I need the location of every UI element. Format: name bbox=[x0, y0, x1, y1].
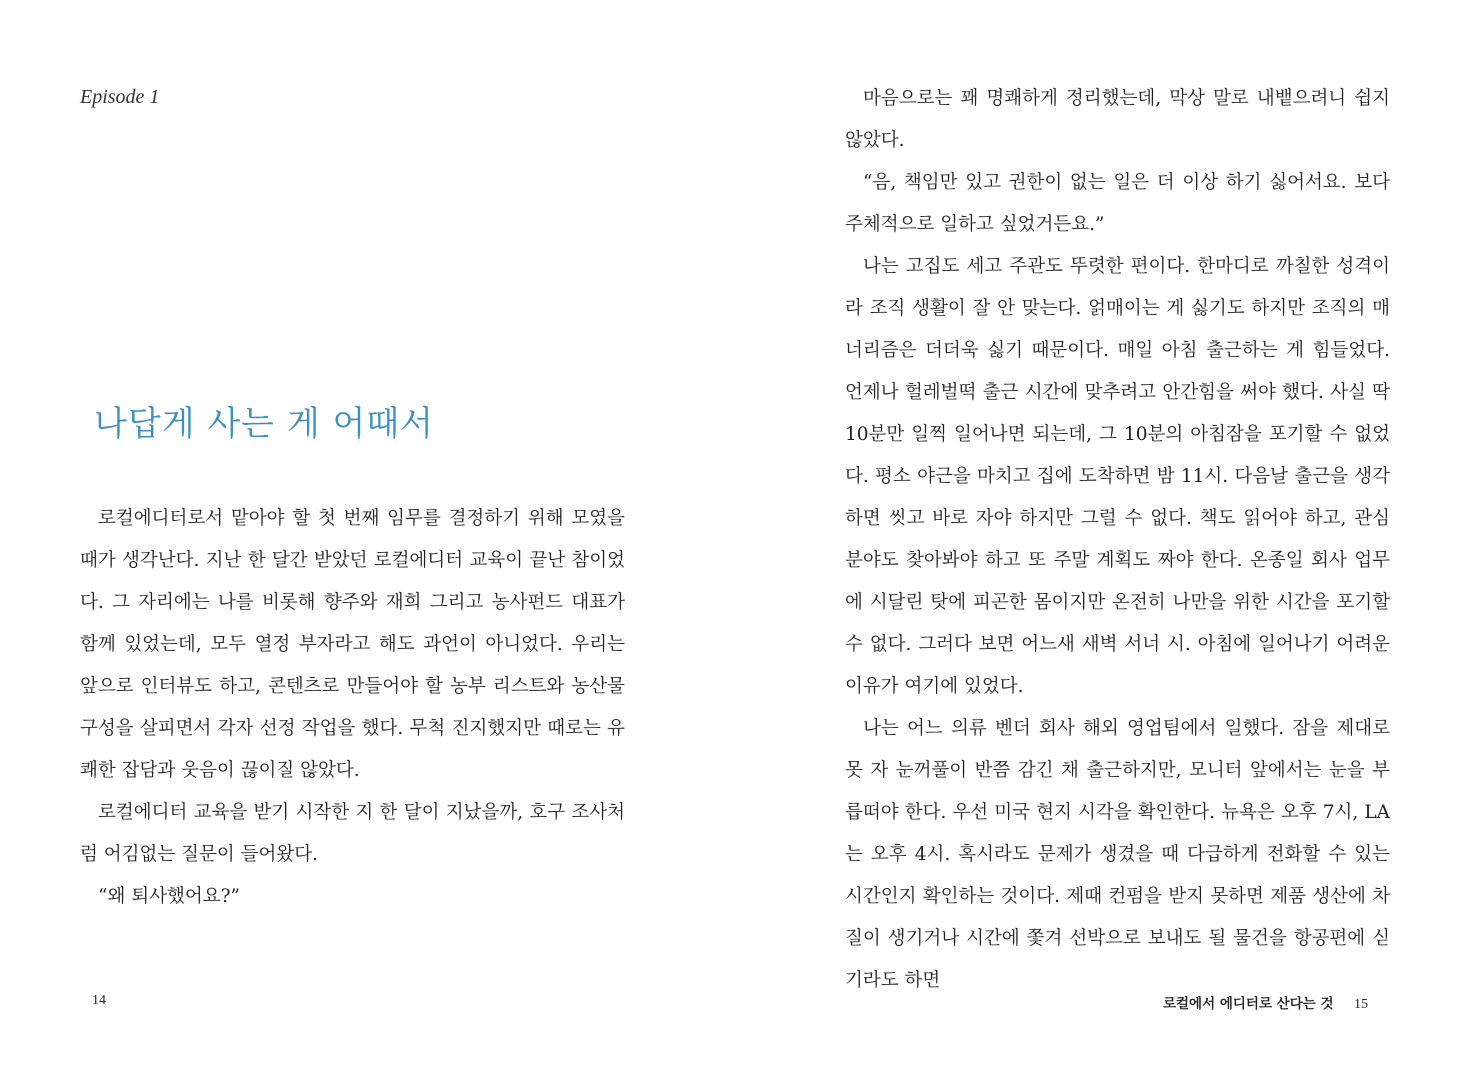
paragraph: “왜 퇴사했어요?” bbox=[98, 886, 240, 907]
paragraph: 로컬에디터로서 맡아야 할 첫 번째 임무를 결정하기 위해 모였을 때가 생각난다. 지난 한 달간 받았던 로컬에디터 교육이 끝난 참이었다. 그 자리에는 나를 비롯해 향주와 재희 그리고 농사펀드 대표가 함께 있었는데, 모두 열정 부자라고 해도 과언이 아니었다. 우리는 앞으로 인터뷰도 하고, 콘텐츠로 만들어야 할 농부 리스트와 농산물 구성을 살피면서 각자 선정 작업을 했다. 무척 진지했지만 때로는 유쾌한 잡담과 웃음이 끊이질 않았다. bbox=[80, 508, 625, 781]
paragraph: 마음으로는 꽤 명쾌하게 정리했는데, 막상 말로 내뱉으려니 쉽지 않았다. bbox=[845, 88, 1390, 151]
right-body-text bbox=[845, 78, 1390, 1002]
right-page bbox=[733, 0, 1466, 1071]
paragraph: 나는 어느 의류 벤더 회사 해외 영업팀에서 일했다. 잠을 제대로 못 자 눈꺼풀이 반쯤 감긴 채 출근하지만, 모니터 앞에서는 눈을 부릅떠야 한다. 우선 미국 현지 시각을 확인한다. 뉴욕은 오후 7시, LA는 오후 4시. 혹시라도 문제가 생겼을 때 다급하게 전화할 수 있는 시간인지 확인하는 것이다. 제때 컨펌을 받지 못하면 제품 생산에 차질이 생기거나 시간에 쫓겨 선박으로 보내도 될 물건을 항공편에 싣기라도 하면 bbox=[845, 718, 1391, 991]
paragraph: 나는 고집도 세고 주관도 뚜렷한 편이다. 한마디로 까칠한 성격이라 조직 생활이 잘 안 맞는다. 얽매이는 게 싫기도 하지만 조직의 매너리즘은 더더욱 싫기 때문이다. 매일 아침 출근하는 게 힘들었다. 언제나 헐레벌떡 출근 시간에 맞추려고 안간힘을 써야 했다. 사실 딱 10분만 일찍 일어나면 되는데, 그 10분의 아침잠을 포기할 수 없었다. 평소 야근을 마치고 집에 도착하면 밤 11시. 다음날 출근을 생각하면 씻고 바로 자야 하지만 그럴 수 없다. 책도 읽어야 하고, 관심 분야도 찾아봐야 하고 또 주말 계획도 짜야 한다. 온종일 회사 업무에 시달린 탓에 피곤한 몸이지만 온전히 나만을 위한 시간을 포기할 수 없다. 그러다 보면 어느새 새벽 서너 시. 아침에 일어나기 어려운 이유가 여기에 있었다. bbox=[845, 256, 1390, 697]
episode-label: Episode 1 bbox=[80, 86, 160, 108]
left-body-text bbox=[80, 498, 625, 918]
right-folio bbox=[1163, 992, 1368, 1013]
paragraph: 로컬에디터 교육을 받기 시작한 지 한 달이 지났을까, 호구 조사처럼 어김없는 질문이 들어왔다. bbox=[80, 802, 625, 865]
left-folio bbox=[92, 992, 106, 1009]
paragraph: “음, 책임만 있고 권한이 없는 일은 더 이상 하기 싫어서요. 보다 주체적으로 일하고 싶었거든요.” bbox=[845, 172, 1390, 235]
running-head: 로컬에서 에디터로 산다는 것 bbox=[1162, 996, 1334, 1012]
page-number: 14 bbox=[92, 993, 106, 1008]
page-number: 15 bbox=[1354, 997, 1368, 1012]
chapter-title: 나답게 사는 게 어때서 bbox=[94, 404, 435, 444]
